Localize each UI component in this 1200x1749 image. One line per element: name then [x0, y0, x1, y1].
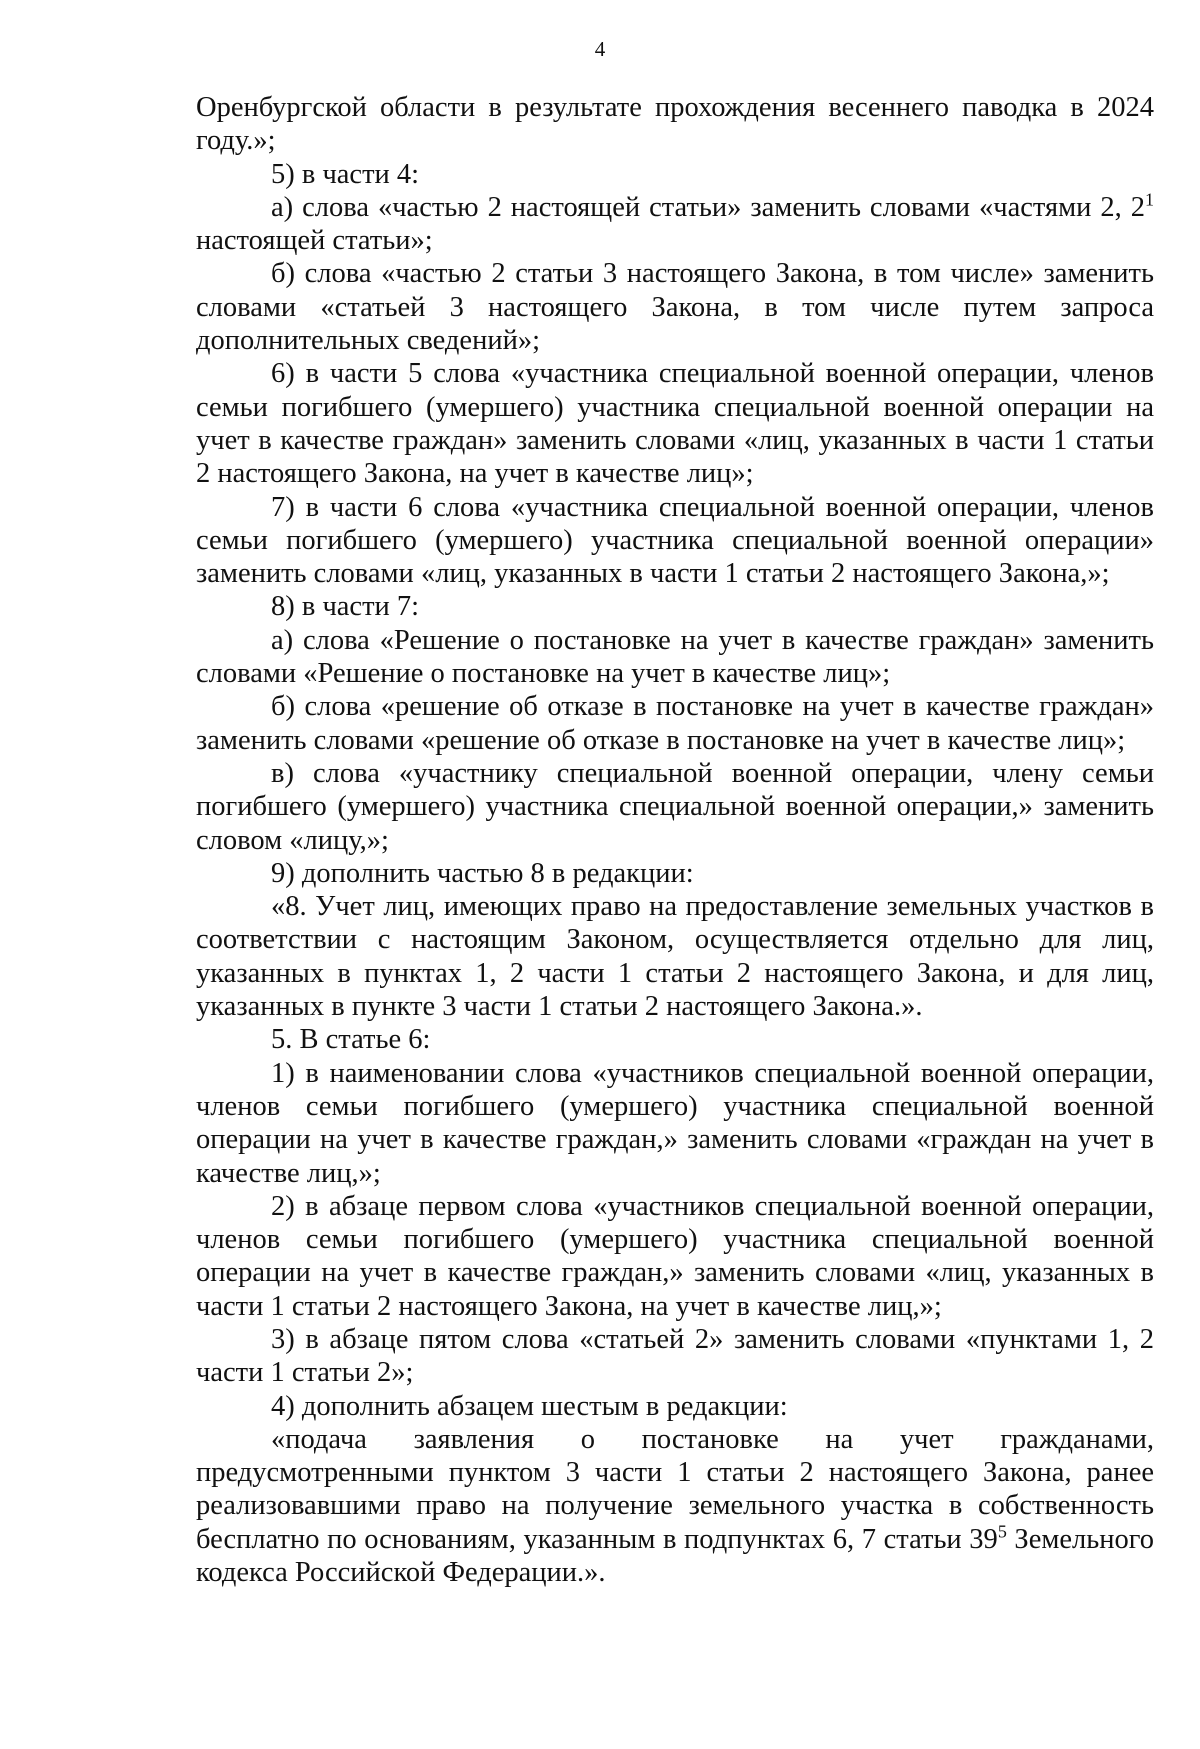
paragraph: б) слова «частью 2 статьи 3 настоящего Закона, в том числе» заменить словами «статьей 3 настоящего Закона, в том числе путем запроса дополнительных сведений»;	[196, 258, 1154, 357]
page-number: 4	[594, 37, 606, 61]
paragraph	[196, 191, 1154, 258]
paragraph: в) слова «участнику специальной военной операции, члену семьи погибшего (умершего) участника специальной военной операции,» заменить словом «лицу,»;	[196, 757, 1154, 856]
paragraph: 4) дополнить абзацем шестым в редакции:	[271, 1390, 788, 1422]
paragraph: 1) в наименовании слова «участников специальной военной операции, членов семьи погибшего (умершего) участника специальной военной операции на учет в качестве граждан,» заменить словами «граждан на учет в качестве лиц,»;	[196, 1057, 1154, 1189]
paragraph: «8. Учет лиц, имеющих право на предоставление земельных участков в соответствии с настоящим Законом, осуществляется отдельно для лиц, указанных в пунктах 1, 2 части 1 статьи 2 настоящего Закона, и для лиц, указанных в пункте 3 части 1 статьи 2 настоящего Закона.».	[196, 891, 1154, 1023]
paragraph-text: «подача заявления о постановке на учет гражданами, предусмотренными пунктом 3 части 1 статьи 2 настоящего Закона, ранее реализовавшими право на получение земельного участка в собственность бесплатно по основаниям, указанным в подпунктах 6, 7 статьи 39	[196, 1423, 1154, 1555]
superscript: 1	[1145, 189, 1154, 210]
paragraph-text: а) слова «частью 2 настоящей статьи» заменить словами «частями 2, 2	[271, 191, 1145, 223]
superscript: 5	[997, 1521, 1007, 1542]
paragraph: 6) в части 5 слова «участника специальной военной операции, членов семьи погибшего (умершего) участника специальной военной операции на учет в качестве граждан» заменить словами «лиц, указанных в части 1 статьи 2 настоящего Закона, на учет в качестве лиц»;	[196, 358, 1154, 490]
document-body	[196, 91, 1154, 1589]
paragraph: 2) в абзаце первом слова «участников специальной военной операции, членов семьи погибшего (умершего) участника специальной военной операции на учет в качестве граждан,» заменить словами «лиц, указанных в части 1 статьи 2 настоящего Закона, на учет в качестве лиц,»;	[196, 1190, 1154, 1322]
paragraph: 7) в части 6 слова «участника специальной военной операции, членов семьи погибшего (умершего) участника специальной военной операции» заменить словами «лиц, указанных в части 1 статьи 2 настоящего Закона,»;	[196, 491, 1154, 590]
paragraph: 3) в абзаце пятом слова «статьей 2» заменить словами «пунктами 1, 2 части 1 статьи 2»;	[196, 1323, 1154, 1389]
paragraph: б) слова «решение об отказе в постановке на учет в качестве граждан» заменить словами «решение об отказе в постановке на учет в качестве лиц»;	[196, 691, 1154, 756]
paragraph	[196, 1423, 1154, 1589]
paragraph-text: Земельного кодекса Российской Федерации.».	[196, 1523, 1154, 1589]
paragraph: 8) в части 7:	[271, 591, 420, 623]
paragraph: 5. В статье 6:	[271, 1024, 431, 1056]
paragraph-text: настоящей статьи»;	[196, 225, 433, 257]
paragraph: Оренбургской области в результате прохождения весеннего паводка в 2024 году.»;	[196, 92, 1154, 157]
paragraph: а) слова «Решение о постановке на учет в качестве граждан» заменить словами «Решение о постановке на учет в качестве лиц»;	[196, 624, 1154, 690]
paragraph: 9) дополнить частью 8 в редакции:	[271, 857, 694, 889]
paragraph: 5) в части 4:	[271, 158, 420, 190]
